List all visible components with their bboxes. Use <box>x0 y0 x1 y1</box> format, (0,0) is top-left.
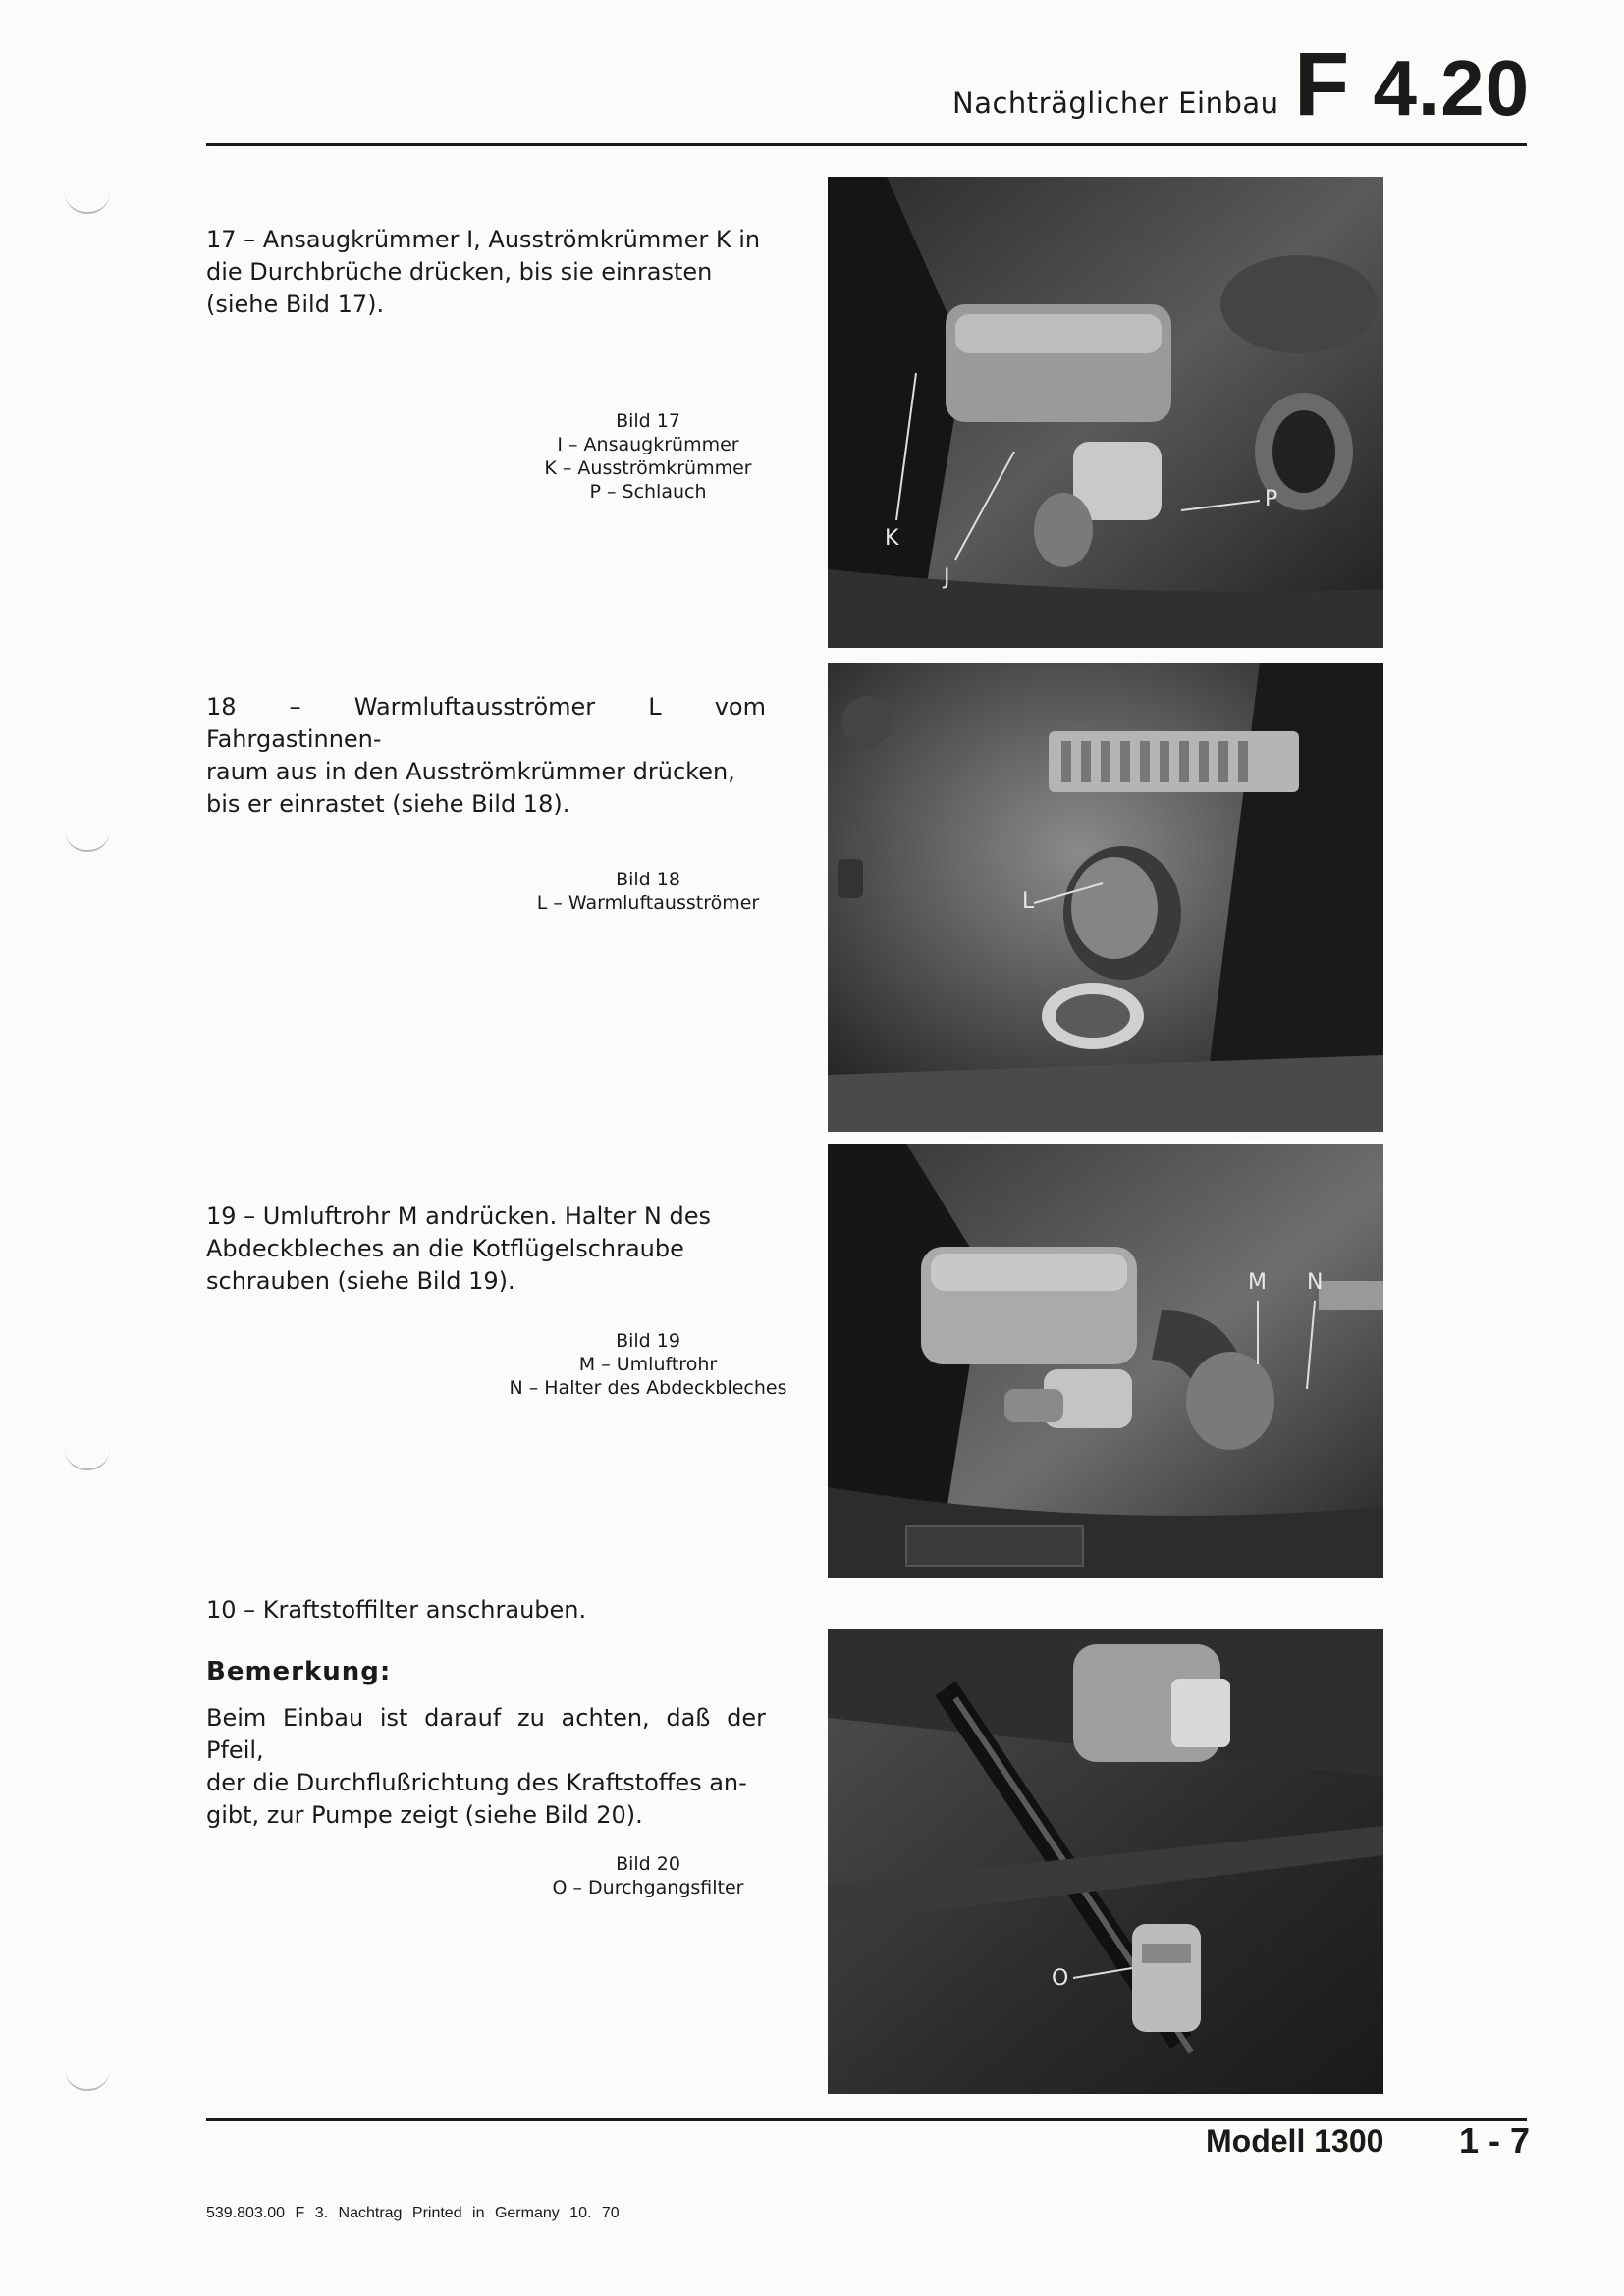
photo-bild-19 <box>828 1144 1383 1578</box>
caption-bild-18: Bild 18 L – Warmluftausströmer <box>536 869 760 914</box>
photo-label-j: J <box>944 565 950 590</box>
section-code-letter: F <box>1294 34 1351 134</box>
section-code-number: 4.20 <box>1373 44 1531 132</box>
step-17-text: 17 – Ansaugkrümmer I, Ausströmkrümmer K in die Durchbrüche drücken, bis sie einrasten (siehe Bild 17). <box>206 226 761 318</box>
caption-bild-17: Bild 17 I – Ansaugkrümmer K – Ausströmkrümmer P – Schlauch <box>544 410 752 503</box>
photo-label-m: M <box>1248 1270 1267 1295</box>
photo-bild-18 <box>828 663 1383 1132</box>
page-number: 1 - 7 <box>1459 2120 1531 2161</box>
remark-title: Bemerkung: <box>206 1657 392 1686</box>
photo-label-o: O <box>1052 1966 1069 1991</box>
footer-rule <box>206 2118 1527 2121</box>
photo-bild-20 <box>828 1629 1383 2094</box>
photo-label-p: P <box>1265 487 1278 511</box>
print-info: 539.803.00 F 3. Nachtrag Printed in Germany 10. 70 <box>206 2205 620 2221</box>
step-18-text: 18 – Warmluftausströmer L vom Fahrgastinnen- raum aus in den Ausströmkrümmer drücken, bis er einrastet (siehe Bild 18). <box>206 693 766 818</box>
photo-label-n: N <box>1307 1270 1324 1295</box>
step-10-text: 10 – Kraftstoffilter anschrauben. <box>206 1596 587 1624</box>
section-title: Nachträglicher Einbau <box>952 86 1279 120</box>
header-rule <box>206 143 1527 146</box>
footer-model: Modell 1300 <box>1206 2123 1384 2159</box>
step-19-text: 19 – Umluftrohr M andrücken. Halter N des Abdeckbleches an die Kotflügelschraube schrauben (siehe Bild 19). <box>206 1202 712 1295</box>
remark-text: Beim Einbau ist darauf zu achten, daß der Pfeil, der die Durchflußrichtung des Kraftstoffes an- gibt, zur Pumpe zeigt (siehe Bild 20). <box>206 1704 766 1829</box>
photo-bild-17 <box>828 177 1383 648</box>
caption-bild-20: Bild 20 O – Durchgangsfilter <box>552 1853 744 1898</box>
binder-hole-mark <box>65 192 110 214</box>
photo-label-l: L <box>1022 889 1035 914</box>
section-code <box>1294 34 1531 134</box>
photo-label-k: K <box>885 526 899 551</box>
binder-hole-mark <box>65 830 110 852</box>
binder-hole-mark <box>65 1449 110 1470</box>
caption-bild-19: Bild 19 M – Umluftrohr N – Halter des Abdeckbleches <box>509 1330 787 1399</box>
binder-hole-mark <box>65 2069 110 2091</box>
